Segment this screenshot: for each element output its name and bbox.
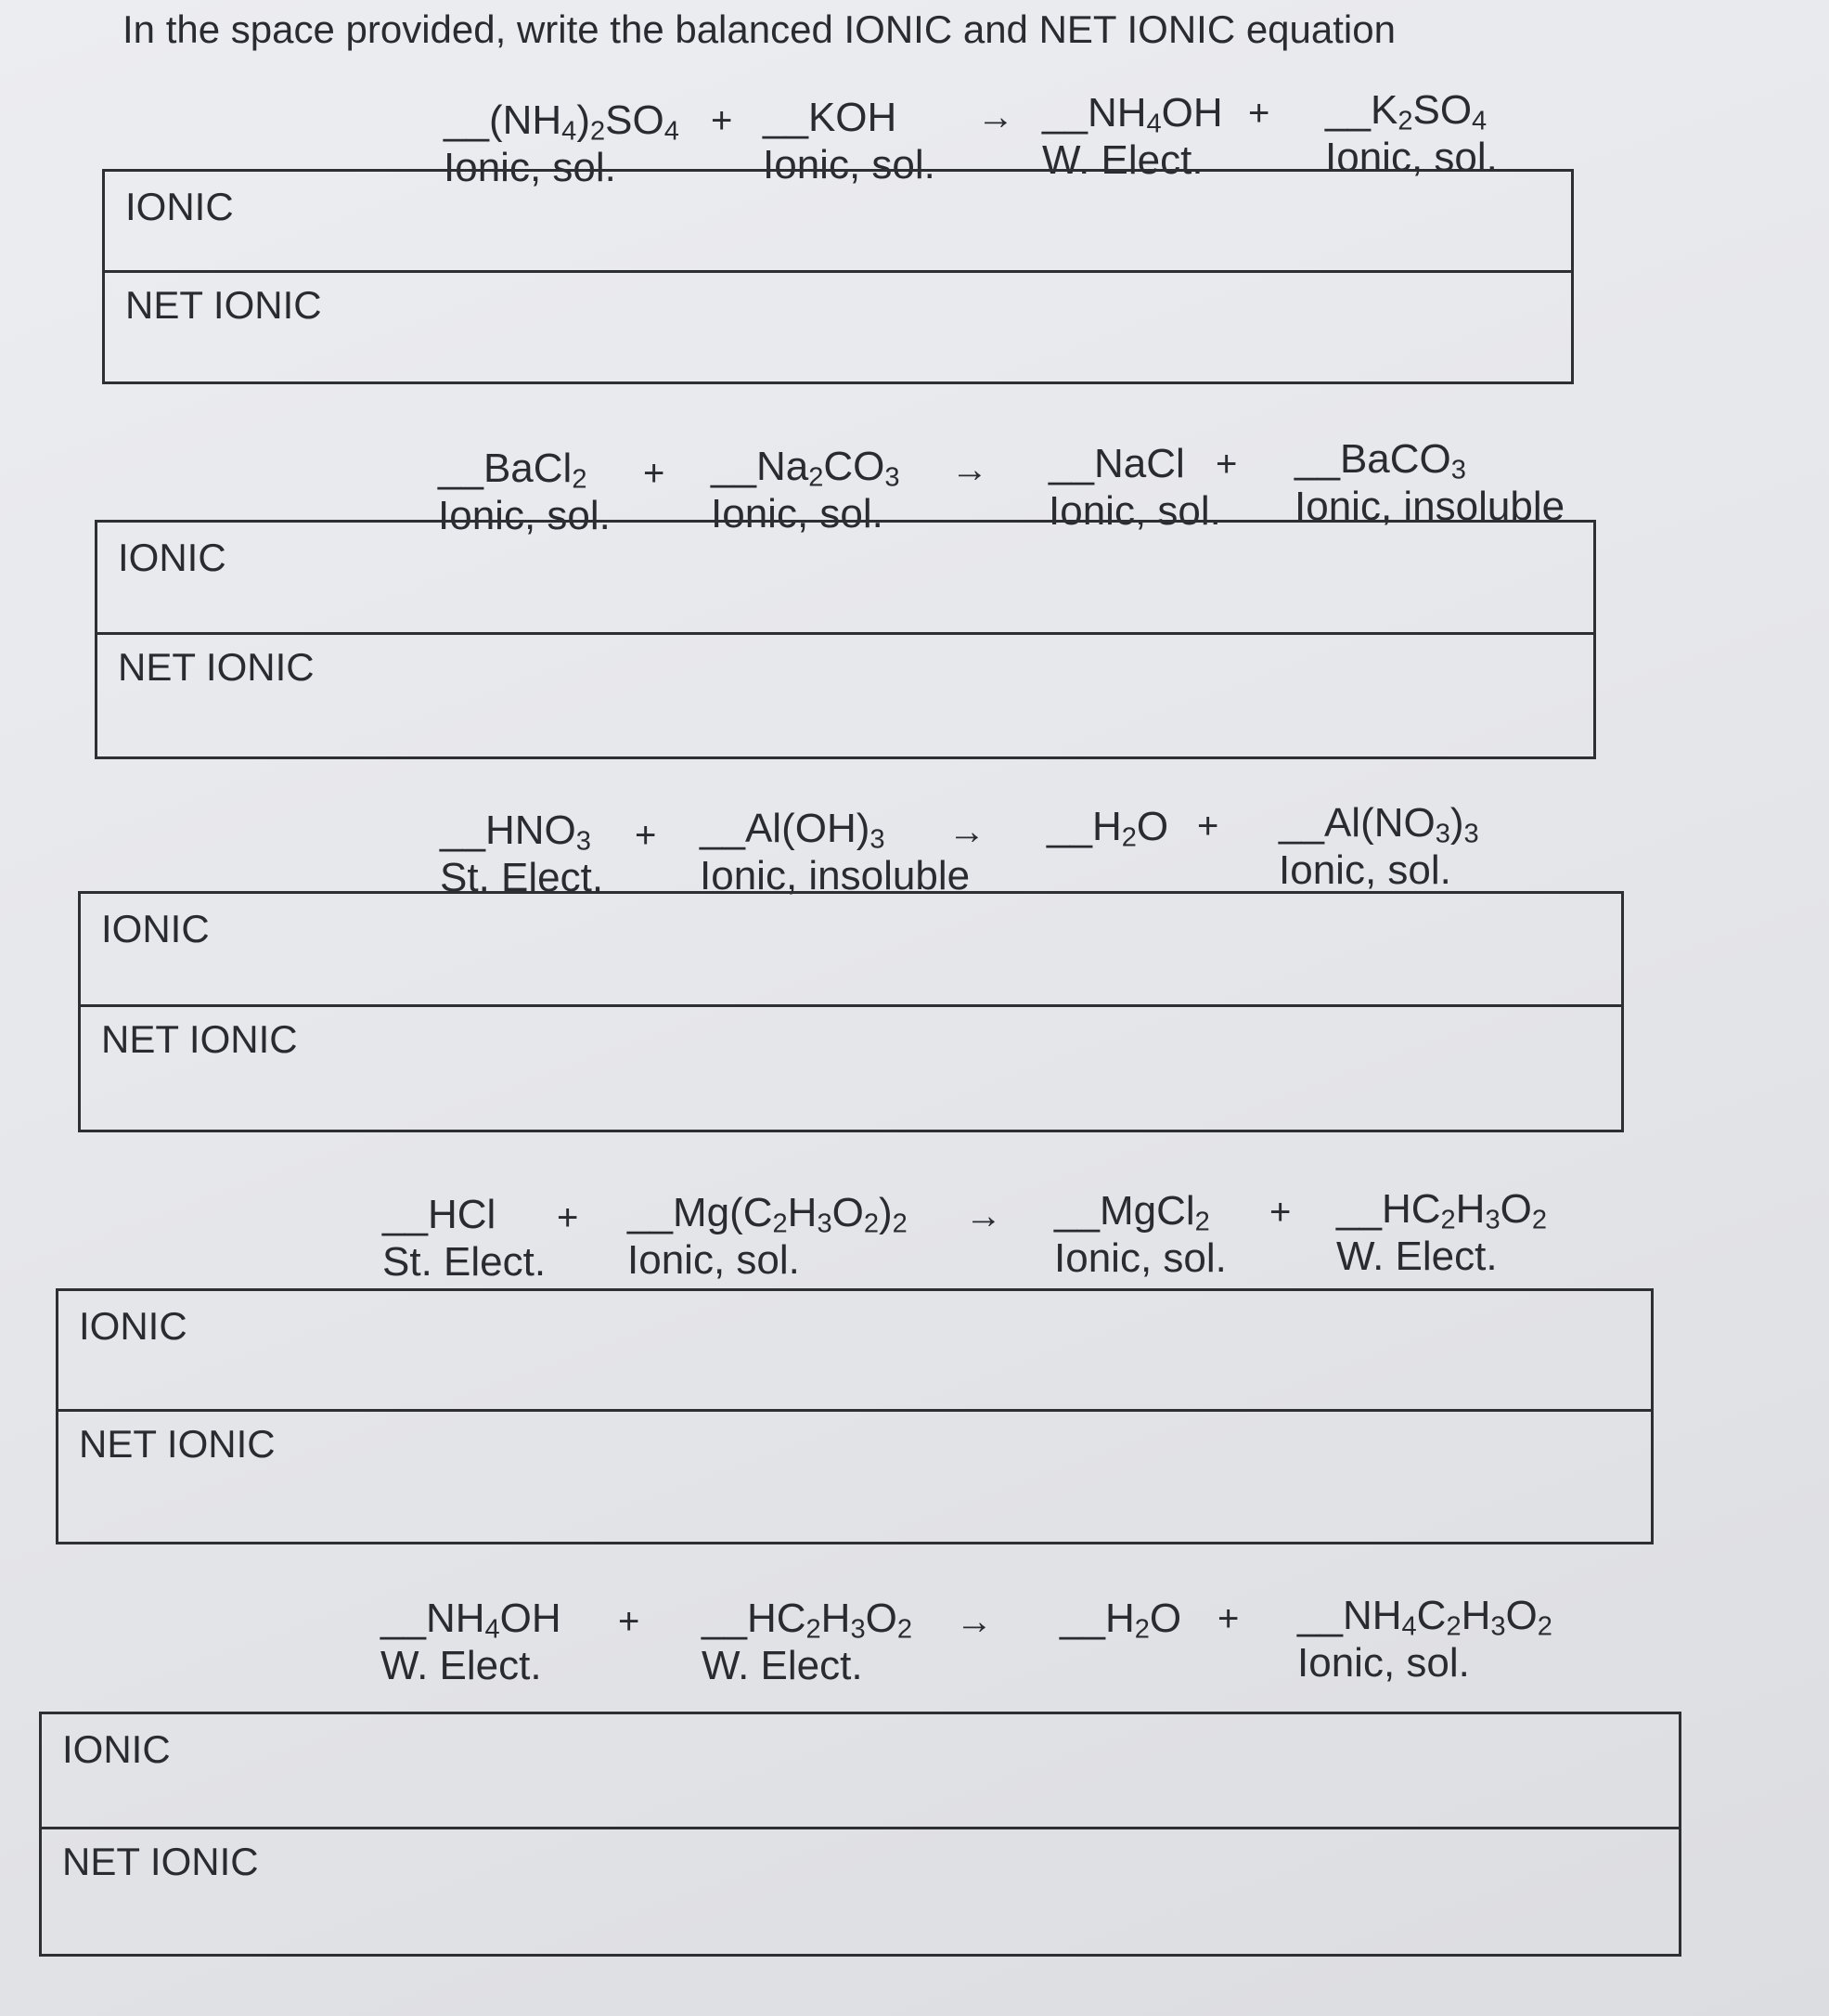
plus-sign: + <box>1269 1192 1292 1233</box>
plus-sign: + <box>618 1601 640 1642</box>
product-term <box>1279 800 1479 894</box>
coefficient-blank[interactable]: __ <box>444 97 489 143</box>
formula-text: BaCO$_3$ <box>1339 436 1466 485</box>
chemical-formula <box>1047 804 1168 851</box>
chemical-formula <box>1294 436 1565 484</box>
chemical-formula <box>1325 87 1498 135</box>
electrolyte-label: St. Elect. <box>440 854 604 900</box>
formula-text: $Al(OH)_3$ <box>744 806 885 855</box>
product-term <box>1325 87 1498 181</box>
ionic-label: IONIC <box>79 1304 187 1348</box>
plus-sign: + <box>643 453 665 494</box>
electrolyte-label: Ionic, sol. <box>1325 134 1498 180</box>
reactant-term <box>700 806 970 899</box>
net-ionic-label: NET IONIC <box>125 283 322 328</box>
coefficient-blank[interactable]: __ <box>763 95 808 140</box>
product-term <box>1060 1596 1181 1643</box>
plus-sign: + <box>1217 1598 1240 1639</box>
chemical-formula <box>380 1596 561 1643</box>
ionic-answer-field[interactable] <box>42 1714 1679 1829</box>
formula-text: $H_2O$ <box>1104 1596 1182 1645</box>
product-term <box>1336 1186 1547 1280</box>
ionic-label: IONIC <box>101 907 210 950</box>
ionic-label: IONIC <box>62 1727 171 1771</box>
coefficient-blank[interactable]: __ <box>438 446 483 491</box>
electrolyte-label: W. Elect. <box>380 1642 542 1688</box>
electrolyte-label: Ionic, sol. <box>627 1236 800 1283</box>
chemical-formula <box>763 95 935 142</box>
coefficient-blank[interactable]: __ <box>627 1190 673 1235</box>
electrolyte-label: Ionic, sol. <box>1049 487 1221 534</box>
product-term <box>1294 436 1565 530</box>
answer-box <box>102 169 1574 384</box>
net-ionic-answer-field[interactable] <box>42 1827 1679 1954</box>
ionic-answer-field[interactable] <box>58 1291 1651 1412</box>
ionic-label: IONIC <box>125 185 234 228</box>
formula-text: $Al(NO_3)_3$ <box>1323 800 1479 849</box>
electrolyte-label: Ionic, sol. <box>711 490 883 536</box>
chemical-formula <box>440 808 603 855</box>
chemical-formula <box>1042 90 1223 137</box>
electrolyte-label: St. Elect. <box>382 1238 547 1285</box>
chemical-formula <box>1054 1188 1227 1235</box>
formula-text: KOH <box>807 95 897 140</box>
coefficient-blank[interactable]: __ <box>1042 90 1088 136</box>
electrolyte-label: Ionic, sol. <box>1297 1639 1470 1686</box>
formula-text: NaCl <box>1093 441 1185 486</box>
formula-text: $HNO_3$ <box>484 808 591 857</box>
coefficient-blank[interactable]: __ <box>1047 804 1092 849</box>
chemical-formula <box>1060 1596 1181 1643</box>
coefficient-blank[interactable]: __ <box>1294 436 1340 482</box>
net-ionic-answer-field[interactable] <box>81 1004 1621 1130</box>
formula-text: $Mg(C_2H_3O_2)_2$ <box>672 1190 908 1239</box>
reactant-term <box>627 1190 908 1284</box>
worksheet-instruction: In the space provided, write the balanced IONIC and NET IONIC equation <box>122 7 1396 51</box>
reaction-arrow: → <box>956 1601 993 1642</box>
coefficient-blank[interactable]: __ <box>382 1192 428 1237</box>
net-ionic-answer-field[interactable] <box>58 1409 1651 1542</box>
net-ionic-answer-field[interactable] <box>105 270 1571 381</box>
coefficient-blank[interactable]: __ <box>1336 1186 1382 1232</box>
chemical-formula <box>382 1192 546 1239</box>
ionic-answer-field[interactable] <box>97 523 1593 635</box>
coefficient-blank[interactable]: __ <box>711 444 756 489</box>
electrolyte-label: Ionic, sol. <box>438 492 611 538</box>
ionic-answer-field[interactable] <box>105 172 1571 273</box>
answer-box <box>78 891 1624 1132</box>
formula-text: $H_2O$ <box>1091 804 1169 853</box>
formula-text: $NH_4OH$ <box>1087 90 1223 139</box>
reaction-arrow: → <box>951 449 988 490</box>
reactant-term <box>380 1596 561 1689</box>
answer-box <box>56 1288 1654 1544</box>
formula-text: MgCl$_2$ <box>1099 1188 1210 1237</box>
product-term <box>1054 1188 1227 1282</box>
electrolyte-label: Ionic, sol. <box>763 141 935 187</box>
reaction-arrow: → <box>948 811 985 852</box>
formula-text: $HC_2H_3O_2$ <box>746 1596 912 1645</box>
reaction-arrow: → <box>965 1195 1002 1236</box>
product-term <box>1047 804 1168 851</box>
electrolyte-label: Ionic, insoluble <box>700 852 971 898</box>
chemical-formula <box>444 97 679 145</box>
chemical-formula <box>438 446 611 493</box>
coefficient-blank[interactable]: __ <box>700 806 745 851</box>
electrolyte-label: Ionic, insoluble <box>1294 483 1565 529</box>
net-ionic-answer-field[interactable] <box>97 632 1593 756</box>
net-ionic-label: NET IONIC <box>101 1017 298 1062</box>
formula-text: $(NH_4)_2SO_4$ <box>488 97 679 147</box>
plus-sign: + <box>1216 444 1238 485</box>
formula-text: BaCl$_2$ <box>483 446 587 495</box>
formula-text: $HC_2H_3O_2$ <box>1381 1186 1547 1235</box>
chemical-formula <box>1049 441 1221 488</box>
formula-text: $Na_2CO_3$ <box>755 444 900 493</box>
coefficient-blank[interactable]: __ <box>1060 1596 1105 1641</box>
formula-text: $K_2SO_4$ <box>1370 87 1488 136</box>
reactant-term <box>440 808 603 901</box>
answer-box <box>95 520 1596 759</box>
chemical-formula <box>700 806 970 853</box>
coefficient-blank[interactable]: __ <box>1279 800 1324 846</box>
plus-sign: + <box>557 1197 579 1238</box>
chemical-formula <box>1297 1593 1552 1640</box>
reactant-term <box>382 1192 546 1286</box>
coefficient-blank[interactable]: __ <box>1297 1593 1343 1638</box>
answer-box <box>39 1712 1681 1957</box>
coefficient-blank[interactable]: __ <box>440 808 485 853</box>
chemical-formula <box>1336 1186 1547 1234</box>
ionic-label: IONIC <box>118 536 226 579</box>
plus-sign: + <box>711 100 733 141</box>
electrolyte-label: Ionic, sol. <box>1054 1234 1227 1281</box>
chemical-formula <box>627 1190 908 1237</box>
chemical-formula <box>1279 800 1479 847</box>
plus-sign: + <box>1248 93 1270 134</box>
formula-text: $NH_4C_2H_3O_2$ <box>1342 1593 1552 1642</box>
net-ionic-label: NET IONIC <box>62 1840 259 1884</box>
coefficient-blank[interactable]: __ <box>1049 441 1094 486</box>
plus-sign: + <box>1197 806 1219 846</box>
plus-sign: + <box>635 815 657 856</box>
electrolyte-label: W. Elect. <box>702 1642 863 1688</box>
electrolyte-label: W. Elect. <box>1042 136 1204 183</box>
chemical-formula <box>702 1596 912 1643</box>
coefficient-blank[interactable]: __ <box>702 1596 747 1641</box>
coefficient-blank[interactable]: __ <box>380 1596 426 1641</box>
electrolyte-label: W. Elect. <box>1336 1233 1498 1279</box>
formula-text: $NH_4OH$ <box>425 1596 561 1645</box>
product-term <box>1297 1593 1552 1686</box>
coefficient-blank[interactable]: __ <box>1054 1188 1100 1234</box>
net-ionic-label: NET IONIC <box>118 645 315 690</box>
coefficient-blank[interactable]: __ <box>1325 87 1371 133</box>
electrolyte-label: Ionic, sol. <box>1279 846 1451 893</box>
reactant-term <box>702 1596 912 1689</box>
reaction-arrow: → <box>977 97 1014 137</box>
net-ionic-label: NET IONIC <box>79 1421 276 1466</box>
chemical-formula <box>711 444 900 491</box>
electrolyte-label: Ionic, sol. <box>444 144 616 190</box>
formula-text: HCl <box>427 1192 496 1237</box>
ionic-answer-field[interactable] <box>81 894 1621 1007</box>
